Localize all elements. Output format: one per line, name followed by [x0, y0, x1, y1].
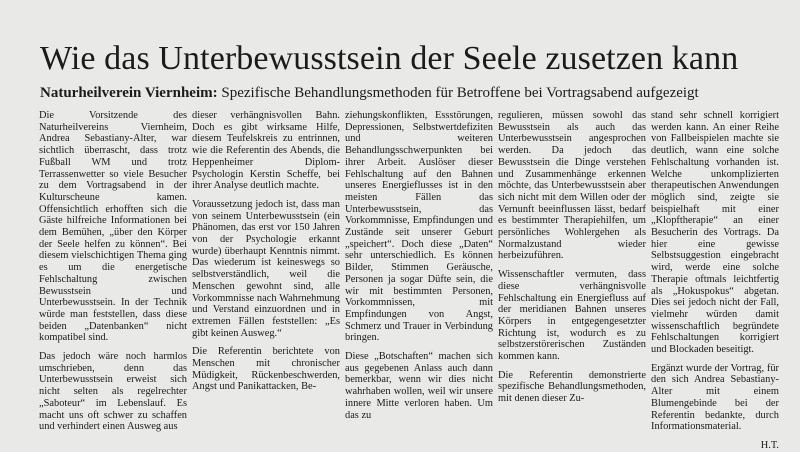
headline: Wie das Unterbewusstsein der Seele zusetzen kann — [40, 40, 739, 77]
paragraph: stand sehr schnell korrigiert werden kann. An einer Reihe von Fallbeispielen machte sie deutlich, wann eine solche Fehlschaltung vorhanden ist. Welche unkomplizierten therapeutischen Anwendungen möglich sind, zeigte sie beispielhaft mit einer „Klopftherapie“ an einer Besucherin des Vortrags. Da hier eine gewisse Selbstsuggestion eingebracht wird, werde eine solche Therapie oftmals leichtfertig als „Hokuspokus“ abgetan. Dies sei jedoch nicht der Fall, vielmehr würden damit wissenschaftlich begründete Fehlschaltungen korrigiert und Blockaden beseitigt. — [651, 110, 779, 356]
paragraph: regulieren, müssen sowohl das Bewusstsein als auch das Unterbewusstsein angesprochen werden. Da jedoch das Bewusstsein die Dinge verstehen und Zusammenhänge erkennen möchte, das Unterbewusstsein aber sich nicht mit dem Willen oder der Vernunft beeinflussen lässt, bedarf es bestimmter Therapiehilfen, um persönliches Wohlergehen als Normalzustand wieder herbeizuführen. — [498, 110, 646, 262]
column-3 — [345, 110, 493, 438]
column-5 — [651, 110, 779, 451]
paragraph: Das jedoch wäre noch harmlos umschrieben, denn das Unterbewusstsein erweist sich nicht selten als regelrechter „Saboteur“ im Lebenslauf. Es macht uns oft schwer zu schaffen und verhindert einen Ausweg aus — [39, 351, 187, 433]
paragraph: Voraussetzung jedoch ist, dass man von seinem Unterbewusstsein (ein Phänomen, das erst vor 150 Jahren von der Psychologie erkannt wurde) überhaupt Kenntnis nimmt. Das wiederum ist keineswegs so selbstverständlich, weil die Menschen gewohnt sind, alle Vorkommnisse nach Wahrnehmung und Verstand einzuordnen und in extremen Fällen feststellen: „Es gibt keinen Ausweg.“ — [192, 198, 340, 339]
author-signature: H.T. — [760, 439, 779, 451]
subline — [40, 86, 780, 101]
paragraph: Ergänzt wurde der Vortrag, für den sich Andrea Sebastiany-Alter mit einem Blumengebinde bei der Referentin bedankte, durch Informationsmaterial. — [651, 362, 779, 433]
paragraph: Diese „Botschaften“ machen sich aus gegebenen Anlass auch dann bemerkbar, wenn wir dies nicht wahrhaben wollen, weil wir unsere innere Mitte verloren haben. Um das zu — [345, 351, 493, 421]
paragraph: Die Referentin berichtete von Menschen mit chronischer Müdigkeit, Rückenbeschwerden, Angst und Panikattacken, Be- — [192, 346, 340, 393]
paragraph: ziehungskonflikten, Essstörungen, Depressionen, Selbstwertdefiziten und weiteren Behandlungsschwerpunkten bei ihrer Arbeit. Auslöser dieser Fehlschaltung auf den Bahnen unseres Energieflusses ist in den meisten Fällen das Unterbewusstsein, das Vorkommnisse, Empfindungen und Zustände seit unserer Geburt „speichert“. Doch diese „Daten“ sehr unterschiedlich. Es können Bilder, Stimmen Geräusche, Personen ja sogar Düfte sein, die wir mit bestimmten Personen, Vorkommnissen, mit Empfindungen von Angst, Schmerz und Trauer in Verbindung bringen. — [345, 110, 493, 344]
paragraph: Wissenschaftler vermuten, dass diese verhängnisvolle Fehlschaltung ein Energiefluss auf der meridianen Bahnen unseres Körpers in entgegengesetzter Richtung ist, wodurch es zu selbstzerstörerischen Zuständen kommen kann. — [498, 269, 646, 363]
subline-organization: Naturheilverein Viernheim: — [40, 85, 218, 101]
subline-text: Spezifische Behandlungsmethoden für Betroffene bei Vortragsabend aufgezeigt — [221, 85, 699, 101]
paragraph: Die Referentin demonstrierte spezifische Behandlungsmethoden, mit denen dieser Zu- — [498, 369, 646, 405]
article-body — [39, 110, 779, 451]
column-1 — [39, 110, 187, 438]
column-2 — [192, 110, 340, 438]
paragraph: dieser verhängnisvollen Bahn. Doch es gibt wirksame Hilfe, diesem Teufelskreis zu entrinnen, wie die Referentin des Abends, die Heppenheimer Diplom-Psychologin Kerstin Scheffe, bei ihrer Analyse deutlich machte. — [192, 110, 340, 192]
paragraph: Die Vorsitzende des Naturheilvereins Viernheim, Andrea Sebastiany-Alter, war sichtlich überrascht, dass trotz Fußball WM und trotz Terrassenwetter so viele Besucher zu dem Vortragsabend in der Kulturscheune kamen. Offensichtlich erhofften sich die Gäste hilfreiche Informationen bei dem Bemühen, „über den Körper der Seele helfen zu können“. Bei diesem vielschichtigen Thema ging es um die energetische Fehlschaltung zwischen Bewusstsein und Unterbewusstsein. In der Technik würde man feststellen, dass diese beiden „Datenbanken“ nicht kompatibel sind. — [39, 110, 187, 344]
column-4 — [498, 110, 646, 438]
